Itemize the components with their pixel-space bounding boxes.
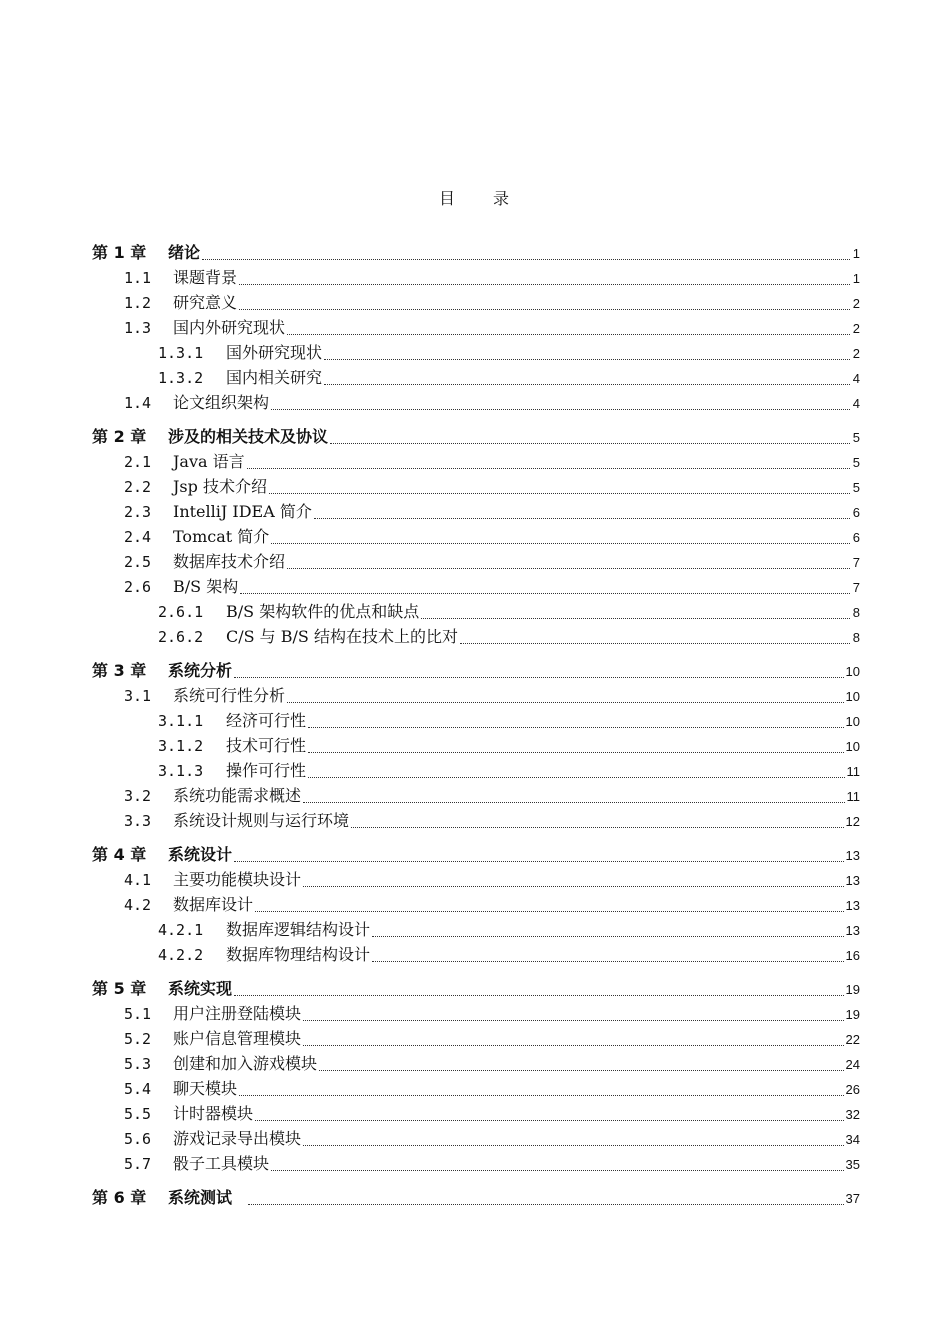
toc-entry-page-number: 10 — [845, 714, 860, 729]
toc-entry-number: 3.1.1 — [158, 712, 204, 730]
dot-leader — [247, 468, 850, 469]
dot-leader — [324, 359, 850, 360]
toc-entry-page-number: 8 — [852, 605, 860, 620]
toc-entry-number: 第 6 章 — [92, 1188, 147, 1207]
dot-leader — [372, 936, 844, 937]
toc-section-entry[interactable] — [92, 474, 860, 499]
toc-entry-page-number: 10 — [845, 739, 860, 754]
toc-entry-page-number: 19 — [845, 1007, 860, 1022]
dot-leader — [324, 384, 850, 385]
toc-entry-number: 2.3 — [124, 503, 152, 521]
toc-entry-page-number: 4 — [852, 396, 860, 411]
toc-subsection-entry[interactable] — [92, 942, 860, 967]
toc-section-entry[interactable] — [92, 1076, 860, 1101]
toc-section-entry[interactable] — [92, 524, 860, 549]
toc-subsection-entry[interactable] — [92, 365, 860, 390]
toc-title-char-1: 目 — [438, 189, 457, 208]
toc-entry-number: 2.6.2 — [158, 628, 204, 646]
toc-entry-number: 第 2 章 — [92, 427, 147, 446]
toc-entry-number: 第 1 章 — [92, 243, 147, 262]
toc-entry-page-number: 24 — [845, 1057, 860, 1072]
toc-title-char-2: 录 — [493, 189, 512, 208]
toc-entry-label: 系统功能需求概述 — [173, 786, 302, 805]
toc-entry-page-number: 35 — [845, 1157, 860, 1172]
toc-entry-label: 数据库技术介绍 — [173, 552, 286, 571]
toc-entry-page-number: 1 — [852, 246, 860, 261]
toc-entry-label: 系统测试 — [168, 1188, 233, 1207]
toc-entry-number: 4.2.1 — [158, 921, 204, 939]
toc-section-entry[interactable] — [92, 1101, 860, 1126]
dot-leader — [234, 995, 844, 996]
toc-entry-page-number: 19 — [845, 982, 860, 997]
toc-entry-number: 1.3.2 — [158, 369, 204, 387]
dot-leader — [314, 518, 850, 519]
dot-leader — [240, 593, 850, 594]
toc-chapter-entry[interactable] — [92, 658, 860, 683]
toc-entry-label: 数据库物理结构设计 — [226, 945, 371, 964]
dot-leader — [460, 643, 850, 644]
toc-entry-number: 3.1.2 — [158, 737, 204, 755]
toc-entry-page-number: 32 — [845, 1107, 860, 1122]
toc-entry-number: 4.2 — [124, 896, 152, 914]
toc-entry-number: 3.1 — [124, 687, 152, 705]
toc-section-entry[interactable] — [92, 499, 860, 524]
dot-leader — [255, 1120, 844, 1121]
dot-leader — [287, 702, 844, 703]
dot-leader — [234, 677, 844, 678]
dot-leader — [248, 1204, 844, 1205]
toc-entry-page-number: 6 — [852, 505, 860, 520]
toc-entry-label: 数据库逻辑结构设计 — [226, 920, 371, 939]
toc-entry-label: 聊天模块 — [173, 1079, 238, 1098]
toc-entry-label: 国内外研究现状 — [173, 318, 286, 337]
toc-entry-number: 2.1 — [124, 453, 152, 471]
toc-section-entry[interactable] — [92, 290, 860, 315]
toc-entry-number: 3.1.3 — [158, 762, 204, 780]
toc-section-entry[interactable] — [92, 867, 860, 892]
toc-entry-label: 经济可行性 — [226, 711, 307, 730]
toc-entry-label: B/S 架构软件的优点和缺点 — [226, 602, 420, 621]
toc-section-entry[interactable] — [92, 783, 860, 808]
toc-entry-label: 操作可行性 — [226, 761, 307, 780]
dot-leader — [330, 443, 850, 444]
toc-entry-number: 5.3 — [124, 1055, 152, 1073]
toc-entry-number: 1.2 — [124, 294, 152, 312]
toc-subsection-entry[interactable] — [92, 733, 860, 758]
toc-entry-number: 5.7 — [124, 1155, 152, 1173]
toc-section-entry[interactable] — [92, 892, 860, 917]
toc-entry-page-number: 13 — [845, 848, 860, 863]
toc-entry-page-number: 12 — [845, 814, 860, 829]
dot-leader — [319, 1070, 844, 1071]
toc-section-entry[interactable] — [92, 390, 860, 415]
toc-chapter-entry[interactable] — [92, 1185, 860, 1210]
toc-entry-page-number: 6 — [852, 530, 860, 545]
toc-entry-label: 论文组织架构 — [173, 393, 270, 412]
toc-entry-number: 1.3 — [124, 319, 152, 337]
toc-section-entry[interactable] — [92, 265, 860, 290]
toc-entry-number: 2.5 — [124, 553, 152, 571]
toc-entry-page-number: 37 — [845, 1191, 860, 1206]
toc-entry-page-number: 13 — [845, 923, 860, 938]
toc-entry-label: 系统分析 — [168, 661, 233, 680]
toc-entry-number: 1.3.1 — [158, 344, 204, 362]
toc-entry-label: B/S 架构 — [173, 577, 239, 596]
toc-entry-label: 主要功能模块设计 — [173, 870, 302, 889]
toc-chapter-entry[interactable] — [92, 424, 860, 449]
toc-title — [0, 186, 950, 209]
toc-section-entry[interactable] — [92, 449, 860, 474]
toc-entry-number: 1.1 — [124, 269, 152, 287]
toc-entry-label: 骰子工具模块 — [173, 1154, 270, 1173]
toc-entry-label: Jsp 技术介绍 — [173, 477, 267, 496]
toc-section-entry[interactable] — [92, 549, 860, 574]
toc-section-entry[interactable] — [92, 574, 860, 599]
toc-section-entry[interactable] — [92, 1151, 860, 1176]
toc-entry-number: 第 3 章 — [92, 661, 147, 680]
toc-entry-page-number: 11 — [846, 789, 860, 804]
toc-section-entry[interactable] — [92, 808, 860, 833]
toc-entry-number: 4.1 — [124, 871, 152, 889]
dot-leader — [271, 1170, 844, 1171]
toc-section-entry[interactable] — [92, 1026, 860, 1051]
toc-entry-label: 课题背景 — [173, 268, 238, 287]
toc-section-entry[interactable] — [92, 315, 860, 340]
toc-entry-page-number: 11 — [846, 764, 860, 779]
toc-subsection-entry[interactable] — [92, 708, 860, 733]
toc-entry-number: 2.4 — [124, 528, 152, 546]
toc-chapter-entry[interactable] — [92, 842, 860, 867]
toc-section-entry[interactable] — [92, 1126, 860, 1151]
toc-entry-label: 系统实现 — [168, 979, 233, 998]
dot-leader — [351, 827, 844, 828]
toc-entry-number: 1.4 — [124, 394, 152, 412]
dot-leader — [308, 752, 844, 753]
toc-entry-label: 绪论 — [168, 243, 201, 262]
toc-entry-page-number: 8 — [852, 630, 860, 645]
toc-entry-page-number: 2 — [852, 321, 860, 336]
toc-entry-label: 涉及的相关技术及协议 — [168, 427, 329, 446]
dot-leader — [239, 309, 850, 310]
toc-entry-page-number: 2 — [852, 296, 860, 311]
dot-leader — [421, 618, 850, 619]
toc-entry-number: 第 4 章 — [92, 845, 147, 864]
dot-leader — [234, 861, 844, 862]
toc-entry-page-number: 7 — [852, 580, 860, 595]
dot-leader — [202, 259, 850, 260]
toc-entry-number: 5.5 — [124, 1105, 152, 1123]
toc-entry-number: 5.1 — [124, 1005, 152, 1023]
dot-leader — [303, 1045, 844, 1046]
toc-entry-label: 游戏记录导出模块 — [173, 1129, 302, 1148]
toc-entry-page-number: 10 — [845, 664, 860, 679]
toc-entry-label: 技术可行性 — [226, 736, 307, 755]
dot-leader — [303, 1020, 844, 1021]
toc-entry-label: Tomcat 简介 — [173, 527, 270, 546]
toc-entry-page-number: 1 — [852, 271, 860, 286]
toc-chapter-entry[interactable] — [92, 240, 860, 265]
toc-entry-label: 用户注册登陆模块 — [173, 1004, 302, 1023]
toc-entry-number: 2.6.1 — [158, 603, 204, 621]
dot-leader — [255, 911, 844, 912]
toc-entry-page-number: 13 — [845, 898, 860, 913]
dot-leader — [269, 493, 850, 494]
dot-leader — [372, 961, 844, 962]
toc-entry-number: 第 5 章 — [92, 979, 147, 998]
toc-entry-label: 系统设计规则与运行环境 — [173, 811, 350, 830]
toc-subsection-entry[interactable] — [92, 917, 860, 942]
toc-entry-label: IntelliJ IDEA 简介 — [173, 502, 312, 521]
toc-entry-number: 3.2 — [124, 787, 152, 805]
toc-entry-page-number: 5 — [852, 455, 860, 470]
toc-entry-label: 计时器模块 — [173, 1104, 254, 1123]
toc-entry-number: 2.6 — [124, 578, 152, 596]
dot-leader — [303, 802, 844, 803]
toc-entry-number: 2.2 — [124, 478, 152, 496]
toc-entry-page-number: 5 — [852, 480, 860, 495]
toc-entry-label: Java 语言 — [173, 452, 245, 471]
dot-leader — [239, 284, 850, 285]
toc-entry-page-number: 34 — [845, 1132, 860, 1147]
toc-subsection-entry[interactable] — [92, 340, 860, 365]
toc-entry-label: 国内相关研究 — [226, 368, 323, 387]
toc-subsection-entry[interactable] — [92, 599, 860, 624]
toc-entry-page-number: 5 — [852, 430, 860, 445]
toc-entry-page-number: 22 — [845, 1032, 860, 1047]
toc-entry-number: 4.2.2 — [158, 946, 204, 964]
toc-entry-page-number: 7 — [852, 555, 860, 570]
table-of-contents — [92, 240, 860, 1210]
toc-chapter-entry[interactable] — [92, 976, 860, 1001]
toc-entry-label: 国外研究现状 — [226, 343, 323, 362]
dot-leader — [308, 777, 844, 778]
dot-leader — [308, 727, 844, 728]
toc-entry-page-number: 4 — [852, 371, 860, 386]
toc-entry-number: 3.3 — [124, 812, 152, 830]
toc-entry-page-number: 13 — [845, 873, 860, 888]
toc-entry-label: 数据库设计 — [173, 895, 254, 914]
toc-section-entry[interactable] — [92, 1001, 860, 1026]
toc-entry-number: 5.2 — [124, 1030, 152, 1048]
dot-leader — [287, 334, 850, 335]
dot-leader — [271, 543, 850, 544]
toc-entry-page-number: 26 — [845, 1082, 860, 1097]
toc-entry-label: 创建和加入游戏模块 — [173, 1054, 318, 1073]
toc-entry-page-number: 2 — [852, 346, 860, 361]
toc-entry-label: 账户信息管理模块 — [173, 1029, 302, 1048]
toc-entry-number: 5.4 — [124, 1080, 152, 1098]
toc-entry-page-number: 16 — [845, 948, 860, 963]
toc-subsection-entry[interactable] — [92, 624, 860, 649]
dot-leader — [287, 568, 850, 569]
toc-entry-label: 系统可行性分析 — [173, 686, 286, 705]
toc-entry-label: 系统设计 — [168, 845, 233, 864]
dot-leader — [271, 409, 850, 410]
toc-subsection-entry[interactable] — [92, 758, 860, 783]
toc-section-entry[interactable] — [92, 683, 860, 708]
toc-section-entry[interactable] — [92, 1051, 860, 1076]
toc-entry-page-number: 10 — [845, 689, 860, 704]
toc-entry-label: 研究意义 — [173, 293, 238, 312]
dot-leader — [303, 886, 844, 887]
toc-entry-number: 5.6 — [124, 1130, 152, 1148]
dot-leader — [303, 1145, 844, 1146]
dot-leader — [239, 1095, 844, 1096]
toc-entry-label: C/S 与 B/S 结构在技术上的比对 — [226, 627, 458, 646]
